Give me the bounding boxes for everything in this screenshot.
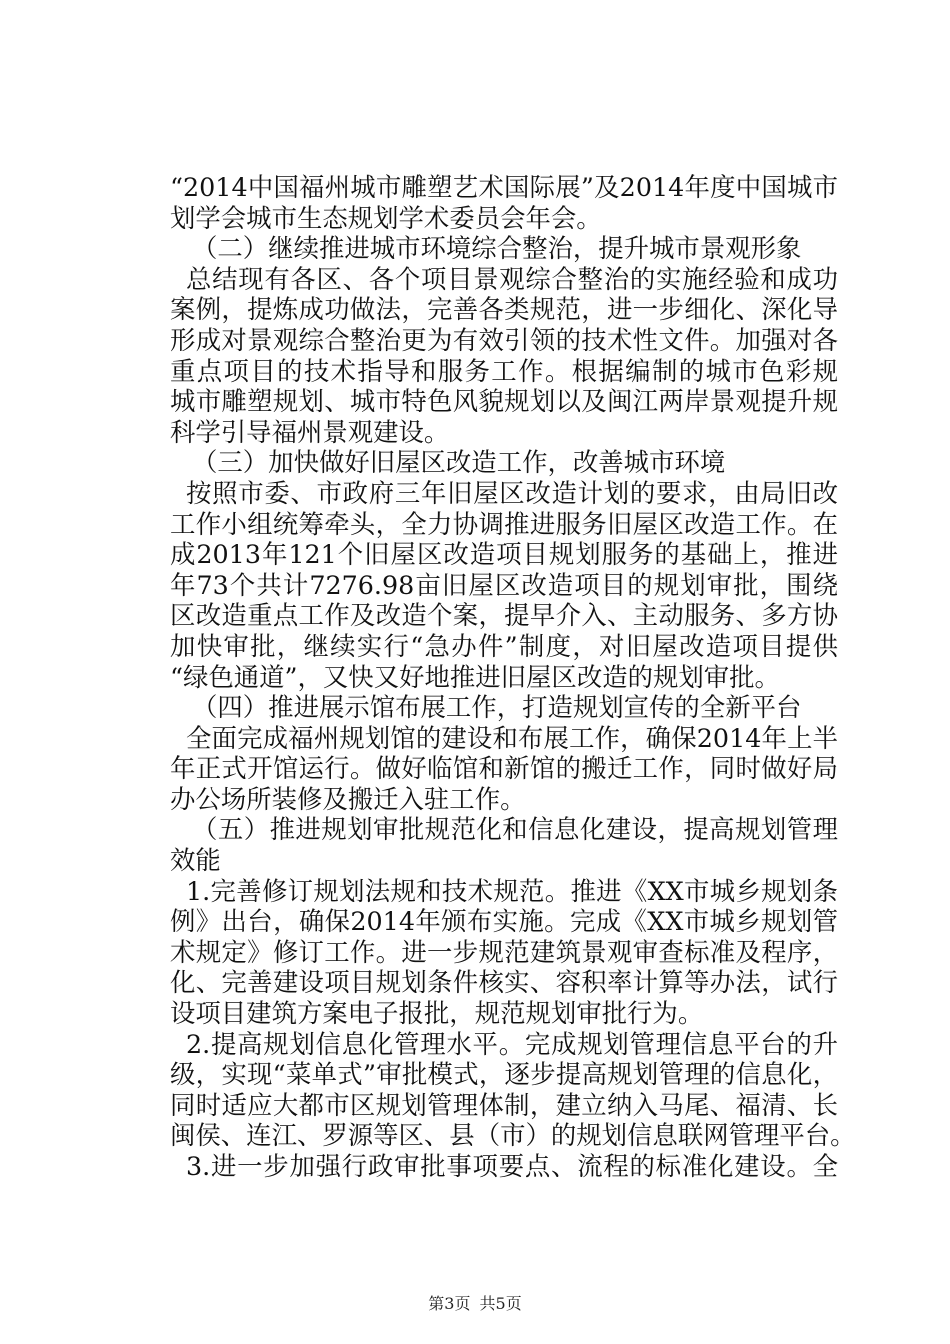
page-number: 第3页 [428,1294,471,1313]
text-line: “2014中国福州城市雕塑艺术国际展”及2014年度中国城市 [170,172,838,202]
text-line: 按照市委、市政府三年旧屋区改造计划的要求，由局旧改 [186,477,838,508]
text-line: 划学会城市生态规划学术委员会年会。 [170,202,602,233]
text-line: 闽侯、连江、罗源等区、县（市）的规划信息联网管理平台。 [170,1120,856,1151]
text-line: “绿色通道”，又快又好地推进旧屋区改造的规划审批。 [170,661,780,692]
text-line: 2.提高规划信息化管理水平。完成规划管理信息平台的升 [186,1028,838,1059]
text-line: 总结现有各区、各个项目景观综合整治的实施经验和成功 [186,263,838,294]
text-line: 3.进一步加强行政审批事项要点、流程的标准化建设。全 [186,1151,838,1181]
section-heading: （五）推进规划审批规范化和信息化建设，提高规划管理 [192,814,838,845]
text-line: 年正式开馆运行。做好临馆和新馆的搬迁工作，同时做好局 [170,753,838,784]
text-line: 1.完善修订规划法规和技术规范。推进《XX市城乡规划条 [186,875,838,906]
text-line: 成2013年121个旧屋区改造项目规划服务的基础上，推进 [170,539,838,570]
text-line: 年73个共计7276.98亩旧屋区改造项目的规划审批，围绕 [170,569,838,600]
text-line: 例》出台，确保2014年颁布实施。完成《XX市城乡规划管 [170,906,838,937]
text-line: 级，实现“菜单式”审批模式，逐步提高规划管理的信息化， [170,1059,838,1090]
text-line: 案例，提炼成功做法，完善各类规范，进一步细化、深化导 [170,294,838,325]
text-line: 全面完成福州规划馆的建设和布展工作，确保2014年上半 [186,722,838,753]
text-line: 术规定》修订工作。进一步规范建筑景观审查标准及程序， [170,936,838,967]
text-line: 设项目建筑方案电子报批，规范规划审批行为。 [170,998,704,1029]
text-line: 同时适应大都市区规划管理体制，建立纳入马尾、福清、长 [170,1089,838,1120]
document-body [170,172,856,1182]
section-heading: （四）推进展示馆布展工作，打造规划宣传的全新平台 [192,692,802,723]
text-line: 工作小组统筹牵头，全力协调推进服务旧屋区改造工作。在 [170,508,838,539]
text-line: 办公场所装修及搬迁入驻工作。 [170,783,526,814]
page-footer [0,1294,950,1314]
text-line: 形成对景观综合整治更为有效引领的技术性文件。加强对各 [170,324,838,355]
section-heading: 效能 [170,845,221,876]
text-line: 科学引导福州景观建设。 [170,416,450,447]
section-heading: （三）加快做好旧屋区改造工作，改善城市环境 [192,447,726,478]
text-line: 加快审批，继续实行“急办件”制度，对旧屋改造项目提供 [170,630,838,661]
section-heading: （二）继续推进城市环境综合整治，提升城市景观形象 [192,233,802,264]
text-line: 城市雕塑规划、城市特色风貌规划以及闽江两岸景观提升规 [170,386,838,417]
text-line: 化、完善建设项目规划条件核实、容积率计算等办法，试行 [170,967,838,998]
page-total: 共5页 [479,1294,522,1313]
text-line: 重点项目的技术指导和服务工作。根据编制的城市色彩规 [170,355,838,386]
text-line: 区改造重点工作及改造个案，提早介入、主动服务、多方协 [170,600,838,631]
